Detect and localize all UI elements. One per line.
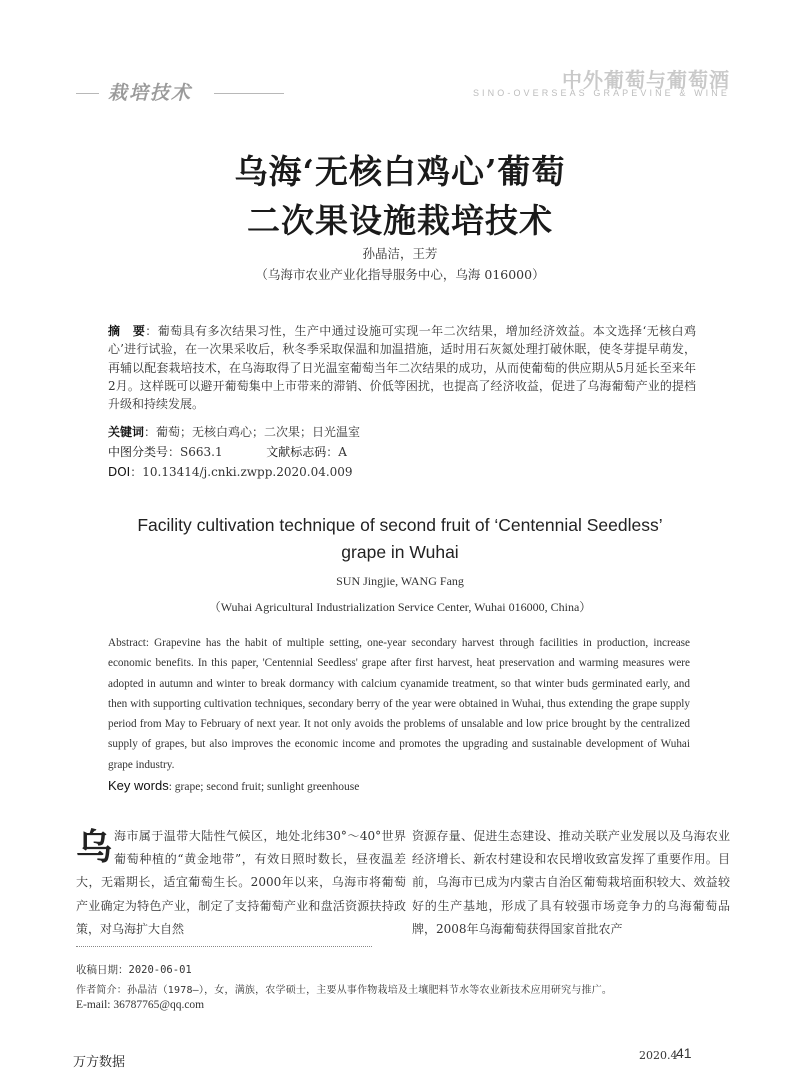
title-en-line2: grape in Wuhai: [341, 542, 459, 562]
keywords-en: [108, 778, 359, 793]
journal-name-en: SINO-OVERSEAS GRAPEVINE & WINE: [472, 88, 730, 98]
keywords-cn-text: ：葡萄；无核白鸡心；二次果；日光温室: [144, 425, 361, 439]
affiliation-cn: （乌海市农业产业化指导服务中心，乌海 016000）: [255, 267, 545, 282]
footnote-author-intro: 作者简介：孙晶洁（1978—），女，满族，农学硕士，主要从事作物栽培及土壤肥料节水等农业新技术应用研究与推广。: [76, 985, 613, 996]
doc-code-value: ：A: [326, 445, 347, 459]
abstract-cn-text: ：葡萄具有多次结果习性，生产中通过设施可实现一年二次结果，增加经济效益。本文选择‘无核白鸡心’进行试验，在一次果采收后，秋冬季采取保温和加温措施，适时用石灰氮处理打破休眠，使冬芽提早萌发，再辅以配套栽培技术，在乌海取得了日光温室葡萄当年二次结果的成功，从而使葡萄的供应期从5月延长至来年2月。这样既可以避开葡萄集中上市带来的滞销、价低等困扰，也提高了经济收益，促进了乌海葡萄产业的提档升级和持续发展。: [108, 324, 696, 412]
body-left-column: [76, 825, 406, 941]
doi-value: ：10.13414/j.cnki.zwpp.2020.04.009: [130, 465, 353, 479]
classification-row: [108, 443, 347, 460]
abstract-cn-label: 摘 要: [108, 324, 146, 338]
title-cn-line2: 二次果设施栽培技术: [247, 201, 553, 240]
title-cn-line1: 乌海‘无核白鸡心’葡萄: [234, 152, 566, 191]
clc-label: 中图分类号: [108, 445, 169, 459]
issue-number: 2020.4: [639, 1049, 678, 1062]
wanfang-watermark: 万方数据: [73, 1055, 126, 1070]
page-number: 41: [676, 1045, 692, 1061]
doi-row: [108, 463, 353, 480]
header-rule-mid: [214, 93, 284, 94]
abstract-cn: [108, 322, 696, 413]
keywords-cn: [108, 423, 360, 440]
keywords-cn-label: 关键词: [108, 425, 145, 439]
doc-code-label: 文献标志码: [266, 445, 327, 459]
body-left-text: 海市属于温带大陆性气候区，地处北纬30°～40°世界葡萄种植的“黄金地带”，有效日照时数长，昼夜温差大，无霜期长，适宜葡萄生长。2000年以来，乌海市将葡萄产业确定为特色产业，制定了支持葡萄产业和盘活资源扶持政策，对乌海扩大自然: [76, 829, 406, 936]
footnote-email: E-mail: 36787765@qq.com: [76, 999, 205, 1011]
doi-label: DOI: [108, 465, 131, 479]
body-right-text: 资源存量、促进生态建设、推动关联产业发展以及乌海农业经济增长、新农村建设和农民增收致富发挥了重要作用。目前，乌海市已成为内蒙古自治区葡萄栽培面积较大、效益较好的生产基地，形成了具有较强市场竞争力的乌海葡萄品牌，2008年乌海葡萄获得国家首批农产: [412, 829, 730, 936]
journal-name-cn: 中外葡萄与葡萄酒: [562, 68, 730, 92]
body-right-column: [412, 825, 730, 941]
title-en-line1: Facility cultivation technique of second fruit of ‘Centennial Seedless’: [137, 515, 663, 535]
keywords-en-text: : grape; second fruit; sunlight greenhouse: [168, 781, 360, 793]
authors-en: SUN Jingjie, WANG Fang: [336, 574, 464, 588]
clc-value: ：S663.1: [168, 445, 223, 459]
keywords-en-label: Key words: [108, 778, 169, 793]
abstract-en: Abstract: Grapevine has the habit of multiple setting, one-year secondary harvest through facilities in production, increase economic benefits. In this paper, 'Centennial Seedless' grape after first harvest, heat preservation and warming measures were adopted in autumn and winter to break dormancy with calcium cyanamide treatment, so that winter buds germinated early, and then with supporting cultivation techniques, secondary berry of the year were obtained in Wuhai, thus extending the grape supply period from May to February of next year. It not only avoids the problems of unsalable and low price brought by the centralized supply of grapes, but also improves the economic income and promotes the upgrading and sustainable development of Wuhai grape industry.: [108, 637, 690, 771]
authors-cn: 孙晶洁，王芳: [362, 246, 438, 261]
footnote-divider: [76, 946, 372, 947]
footnote-received: 收稿日期：2020-06-01: [76, 964, 192, 976]
section-tag: 栽培技术: [108, 82, 193, 104]
drop-cap: 乌: [76, 826, 113, 868]
header-rule-left: [76, 93, 99, 94]
affiliation-en: （Wuhai Agricultural Industrialization Service Center, Wuhai 016000, China）: [208, 600, 592, 614]
